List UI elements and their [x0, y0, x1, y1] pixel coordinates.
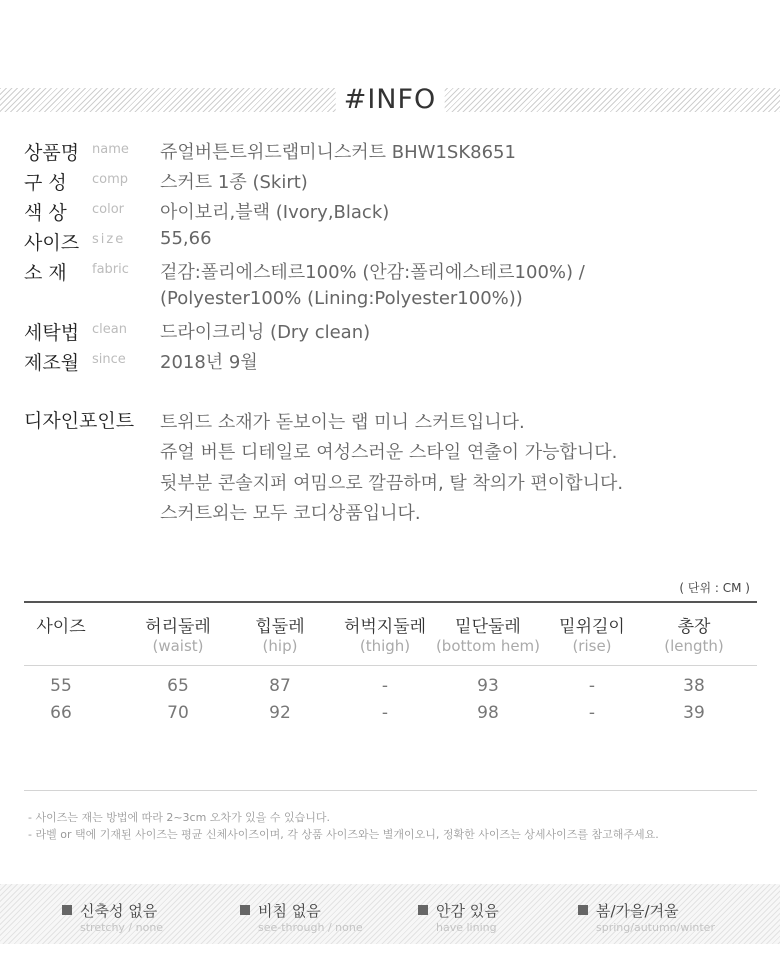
- table-cell: 55: [50, 676, 72, 696]
- spec-value: 스커트 1종 (Skirt): [160, 172, 308, 193]
- header-ko: 사이즈: [36, 617, 86, 637]
- header-ko: 밑위길이: [559, 617, 625, 637]
- table-header-rise: [548, 612, 636, 655]
- header-ko: 총장: [677, 617, 711, 637]
- spec-label-en: fabric: [92, 262, 129, 277]
- design-point-line: 트위드 소재가 돋보이는 랩 미니 스커트입니다.: [160, 412, 525, 433]
- design-point-line: 스커트외는 모두 코디상품입니다.: [160, 503, 421, 524]
- size-note: - 라벨 or 택에 기재된 사이즈는 평균 신체사이즈이며, 각 상품 사이즈와는 별개이오니, 정확한 사이즈는 상세사이즈를 참고해주세요.: [28, 828, 659, 841]
- header-en: (rise): [572, 637, 612, 655]
- spec-value: 55,66: [160, 228, 212, 249]
- feature-season: [578, 900, 715, 934]
- feature-en: see-through / none: [258, 921, 363, 934]
- table-cell: -: [588, 703, 596, 723]
- table-top-rule: [24, 601, 757, 603]
- spec-value: 겉감:폴리에스테르100% (안감:폴리에스테르100%) /: [160, 262, 585, 283]
- table-cell: 65: [167, 676, 189, 696]
- spec-label-en: size: [92, 232, 126, 247]
- size-note: - 사이즈는 재는 방법에 따라 2~3cm 오차가 있을 수 있습니다.: [28, 811, 331, 824]
- design-point-line: 뒷부분 콘솔지퍼 여밈으로 깔끔하며, 탈 착의가 편이합니다.: [160, 473, 624, 494]
- spec-value: 드라이크리닝 (Dry clean): [160, 322, 371, 343]
- design-point-label: 디자인포인트: [24, 410, 135, 432]
- spec-label: 사이즈: [24, 232, 80, 254]
- feature-en: spring/autumn/winter: [596, 921, 715, 934]
- header-en: (thigh): [359, 637, 411, 655]
- spec-label-en: comp: [92, 172, 129, 187]
- square-bullet-icon: [62, 905, 72, 915]
- header-ko: 힙둘레: [255, 617, 305, 637]
- square-bullet-icon: [418, 905, 428, 915]
- feature-lining: [418, 900, 499, 934]
- table-header-hip: [238, 612, 322, 655]
- table-header-thigh: [330, 612, 440, 655]
- spec-label: 소 재: [24, 262, 67, 284]
- table-header-length: [650, 612, 738, 655]
- header-en: (waist): [152, 637, 204, 655]
- table-cell: 66: [50, 703, 72, 723]
- spec-label: 구 성: [24, 172, 67, 194]
- spec-value: 아이보리,블랙 (Ivory,Black): [160, 202, 390, 223]
- header-en: (hip): [262, 637, 298, 655]
- table-cell: -: [381, 676, 389, 696]
- design-point-line: 쥬얼 버튼 디테일로 여성스러운 스타일 연출이 가능합니다.: [160, 442, 618, 463]
- feature-stretch: [62, 900, 163, 934]
- table-cell: -: [588, 676, 596, 696]
- feature-ko: 신축성 없음: [80, 902, 158, 920]
- header-en: (length): [664, 637, 724, 655]
- spec-label-en: since: [92, 352, 126, 367]
- spec-value: 2018년 9월: [160, 352, 258, 373]
- spec-label: 제조월: [24, 352, 80, 374]
- feature-seethrough: [240, 900, 363, 934]
- info-title: #INFO: [336, 84, 445, 116]
- feature-ko: 봄/가을/겨울: [596, 902, 679, 920]
- spec-label-en: color: [92, 202, 125, 217]
- spec-value: 쥬얼버튼트위드랩미니스커트 BHW1SK8651: [160, 142, 516, 163]
- spec-label-en: name: [92, 142, 129, 157]
- spec-value-continued: (Polyester100% (Lining:Polyester100%)): [160, 288, 523, 309]
- size-unit-label: ( 단위 : CM ): [679, 581, 750, 595]
- spec-label: 상품명: [24, 142, 80, 164]
- table-cell: 39: [683, 703, 705, 723]
- header-ko: 허벅지둘레: [343, 617, 427, 637]
- table-cell: 87: [269, 676, 291, 696]
- feature-en: stretchy / none: [80, 921, 164, 934]
- table-cell: 38: [683, 676, 705, 696]
- table-cell: 93: [477, 676, 499, 696]
- feature-en: have lining: [436, 921, 497, 934]
- spec-label: 세탁법: [24, 322, 80, 344]
- square-bullet-icon: [240, 905, 250, 915]
- header-ko: 밑단둘레: [455, 617, 521, 637]
- spec-label-en: clean: [92, 322, 127, 337]
- header-en: (bottom hem): [435, 637, 541, 655]
- spec-label: 색 상: [24, 202, 67, 224]
- feature-ko: 안감 있음: [436, 902, 499, 920]
- table-cell: 70: [167, 703, 189, 723]
- table-header-waist: [128, 612, 228, 655]
- table-header-size: [24, 612, 98, 637]
- square-bullet-icon: [578, 905, 588, 915]
- table-cell: 98: [477, 703, 499, 723]
- feature-ko: 비침 없음: [258, 902, 321, 920]
- table-cell: 92: [269, 703, 291, 723]
- table-cell: -: [381, 703, 389, 723]
- table-bottom-rule: [24, 790, 757, 791]
- table-header-rule: [24, 665, 757, 666]
- table-header-bottom-hem: [428, 612, 548, 655]
- header-ko: 허리둘레: [145, 617, 211, 637]
